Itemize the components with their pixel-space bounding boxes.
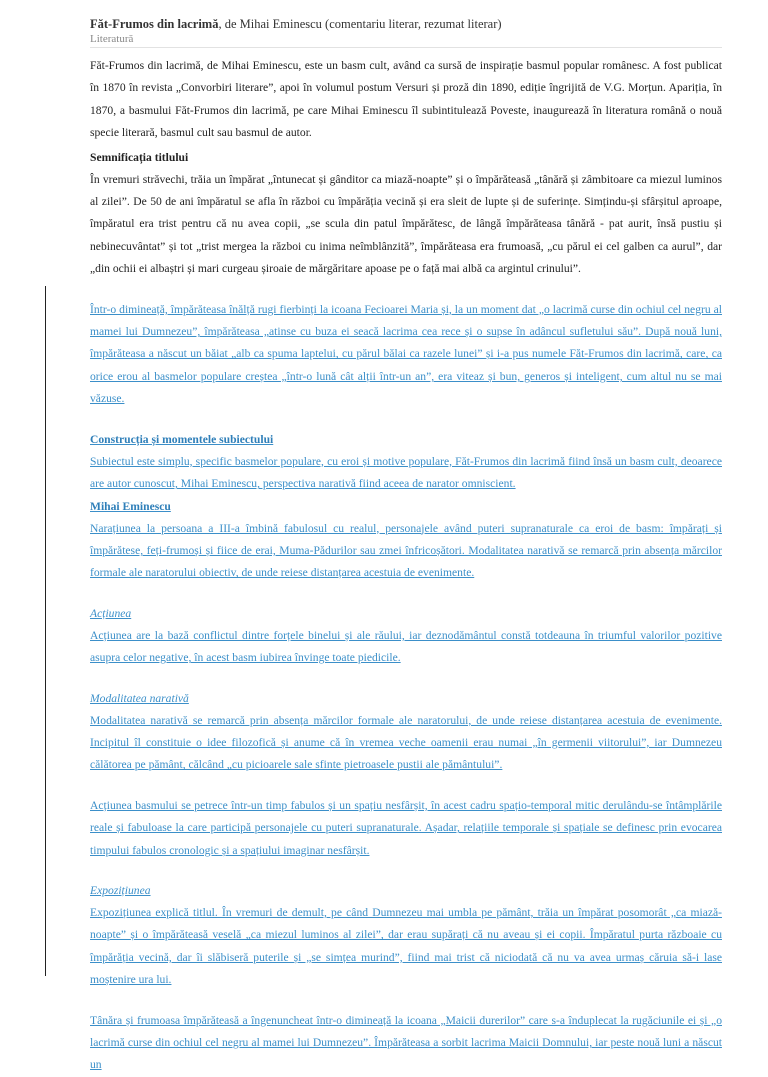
semnificatia-paragraph-1: În vremuri străvechi, trăia un împărat „întunecat și gânditor ca miază-noapte” și o împărăteasă „tânără și zâmbitoare ca miezul luminos al zilei”. De 50 de ani împăratul se afla în război cu împărăția vecină și era sleit de lupte și de suferințe. Simțindu-și sfârșitul aproape, împăratul era trist pentru că nu avea copii, „se scula din patul împărătesc, de lângă împărăteasa tânără - pat aurit, însă pustiu și nebinecuvântat” și tot „trist mergea la război cu inima neîmblânzită”, împărăteasa era frumoasă, „cu părul ei cel galben ca aurul”, dar „din ochii ei albaștri și mari curgeau șiroaie de mărgăritare apoase pe o față mai albă ca argintul crinului”.	[90, 172, 722, 276]
expozitiunea-paragraph-2[interactable]: Tânăra și frumoasa împărăteasă a îngenuncheat într-o dimineață la icoana „Maicii durerilor” care s-a înduplecat la rugăciunile ei și „o lacrimă curse din ochiul cel negru al mamei lui Dumnezeu”. Împărăteasa a sorbit lacrima Maicii Domnului, iar peste nouă luni a născut un	[90, 1013, 722, 1072]
section-heading-modalitatea[interactable]: Modalitatea narativă	[90, 691, 189, 705]
spacer	[90, 411, 722, 429]
spacer	[90, 862, 722, 880]
document-header	[90, 16, 720, 47]
constructia-paragraph-1[interactable]: Subiectul este simplu, specific basmelor populare, cu eroi și motive populare, Făt-Frumos din lacrimă fiind însă un basm cult, deoarece are autor cunoscut, Mihai Eminescu, perspectiva narativă fiind aceea de narator omniscient.	[90, 454, 722, 491]
modalitatea-paragraph-2[interactable]: Acțiunea basmului se petrece într-un timp fabulos și un spațiu nesfârșit, în acest cadru spațio-temporal mitic derulându-se întâmplările reale și fabuloase la care participă personajele cu puteri supranaturale. Așadar, relațiile temporale și spațiale se definesc prin evocarea timpului fabulos cronologic și a spațiului imaginar nesfârșit.	[90, 798, 722, 857]
spacer	[90, 585, 722, 603]
section-heading-constructia[interactable]: Construcția și momentele subiectului	[90, 432, 274, 446]
section-heading-expozitiunea[interactable]: Expozițiunea	[90, 883, 151, 897]
semnificatia-paragraph-2[interactable]: Într-o dimineață, împărăteasa înălță rugi fierbinți la icoana Fecioarei Maria și, la un moment dat „o lacrimă curse din ochiul cel negru al mamei lui Dumnezeu”, împărăteasa „atinse cu buza ei seacă lacrima cea rece și o supse în adâncul sufletului său”. După nouă luni, împărăteasa a născut un băiat „alb ca spuma laptelui, cu părul bălai ca razele lunei” și i-a pus numele Făt-Frumos din lacrimă, care, ca orice erou al basmelor populare creștea „într-o lună cât alții într-un an”, era viteaz și bun, generos și inteligent, cum altul nu se mai văzuse.	[90, 302, 722, 406]
spacer	[90, 281, 722, 299]
category-label[interactable]: Literatură	[90, 33, 134, 45]
header-divider	[90, 47, 722, 48]
actiunea-paragraph-1[interactable]: Acțiunea are la bază conflictul dintre forțele binelui și ale răului, iar deznodământul constă totdeauna în triumful valorilor pozitive asupra celor negative, în acest basm iubirea învinge toate piedicile.	[90, 628, 722, 665]
document-title[interactable]	[90, 16, 720, 32]
sidebar-vertical-line	[45, 286, 46, 976]
section-heading-actiunea[interactable]: Acțiunea	[90, 606, 132, 620]
spacer	[90, 777, 722, 795]
article-body	[90, 55, 722, 1077]
intro-paragraph: Făt-Frumos din lacrimă, de Mihai Eminescu, este un basm cult, având ca sursă de inspirație basmul popular românesc. A fost publicat în 1870 în revista „Convorbiri literare”, apoi în volumul postum Versuri și proză din 1890, ediție îngrijită de V.G. Morțun. Apariția, în 1870, a basmului Făt-Frumos din lacrimă, pe care Mihai Eminescu îl subintitulează Poveste, inaugurează în literatura română o nouă specie literară, basmul cult sau basmul de autor.	[90, 59, 722, 140]
expozitiunea-paragraph-1[interactable]: Expozițiunea explică titlul. În vremuri de demult, pe când Dumnezeu mai umbla pe pământ, trăia un împărat posomorât „ca miază-noapte” și o împărăteasă veselă „ca miezul luminos al zilei”, dar erau supărați că nu aveau și ei copii. Împăratul purta războaie cu împărăția vecină, dar îi slăbiseră puterile și „se simțea murind”, fiind mai trist că niciodată că nu va avea urmaș căruia să-i lase moștenire ura lui.	[90, 905, 722, 987]
constructia-paragraph-2[interactable]: Narațiunea la persoana a III-a îmbină fabulosul cu realul, personajele având puteri supranaturale ca eroi de basm: împărați și împărătese, feți-frumoși și fiice de erai, Muma-Pădurilor sau zmei înfricoșători. Modalitatea narativă se remarcă prin absența mărcilor formale ale naratorului obiectiv, de unde reiese distanțarea acestuia de evenimente.	[90, 521, 722, 580]
modalitatea-paragraph-1[interactable]: Modalitatea narativă se remarcă prin absența mărcilor formale ale naratorului, de unde reiese distanțarea acestuia de evenimente. Incipitul îl constituie o idee filozofică și anume că în vremea veche oamenii erau numai „în germenii viitorului”, iar Dumnezeu călătorea pe pământ, călcând „cu picioarele sale sfinte pietroasele pustii ale pământului”.	[90, 713, 722, 772]
subheading-mihai-eminescu[interactable]: Mihai Eminescu	[90, 499, 171, 513]
spacer	[90, 992, 722, 1010]
title-bold-part: Făt-Frumos din lacrimă	[90, 17, 219, 31]
spacer	[90, 670, 722, 688]
section-heading-semnificatia: Semnificația titlului	[90, 150, 189, 164]
title-rest-part: , de Mihai Eminescu (comentariu literar, rezumat literar)	[218, 17, 502, 31]
